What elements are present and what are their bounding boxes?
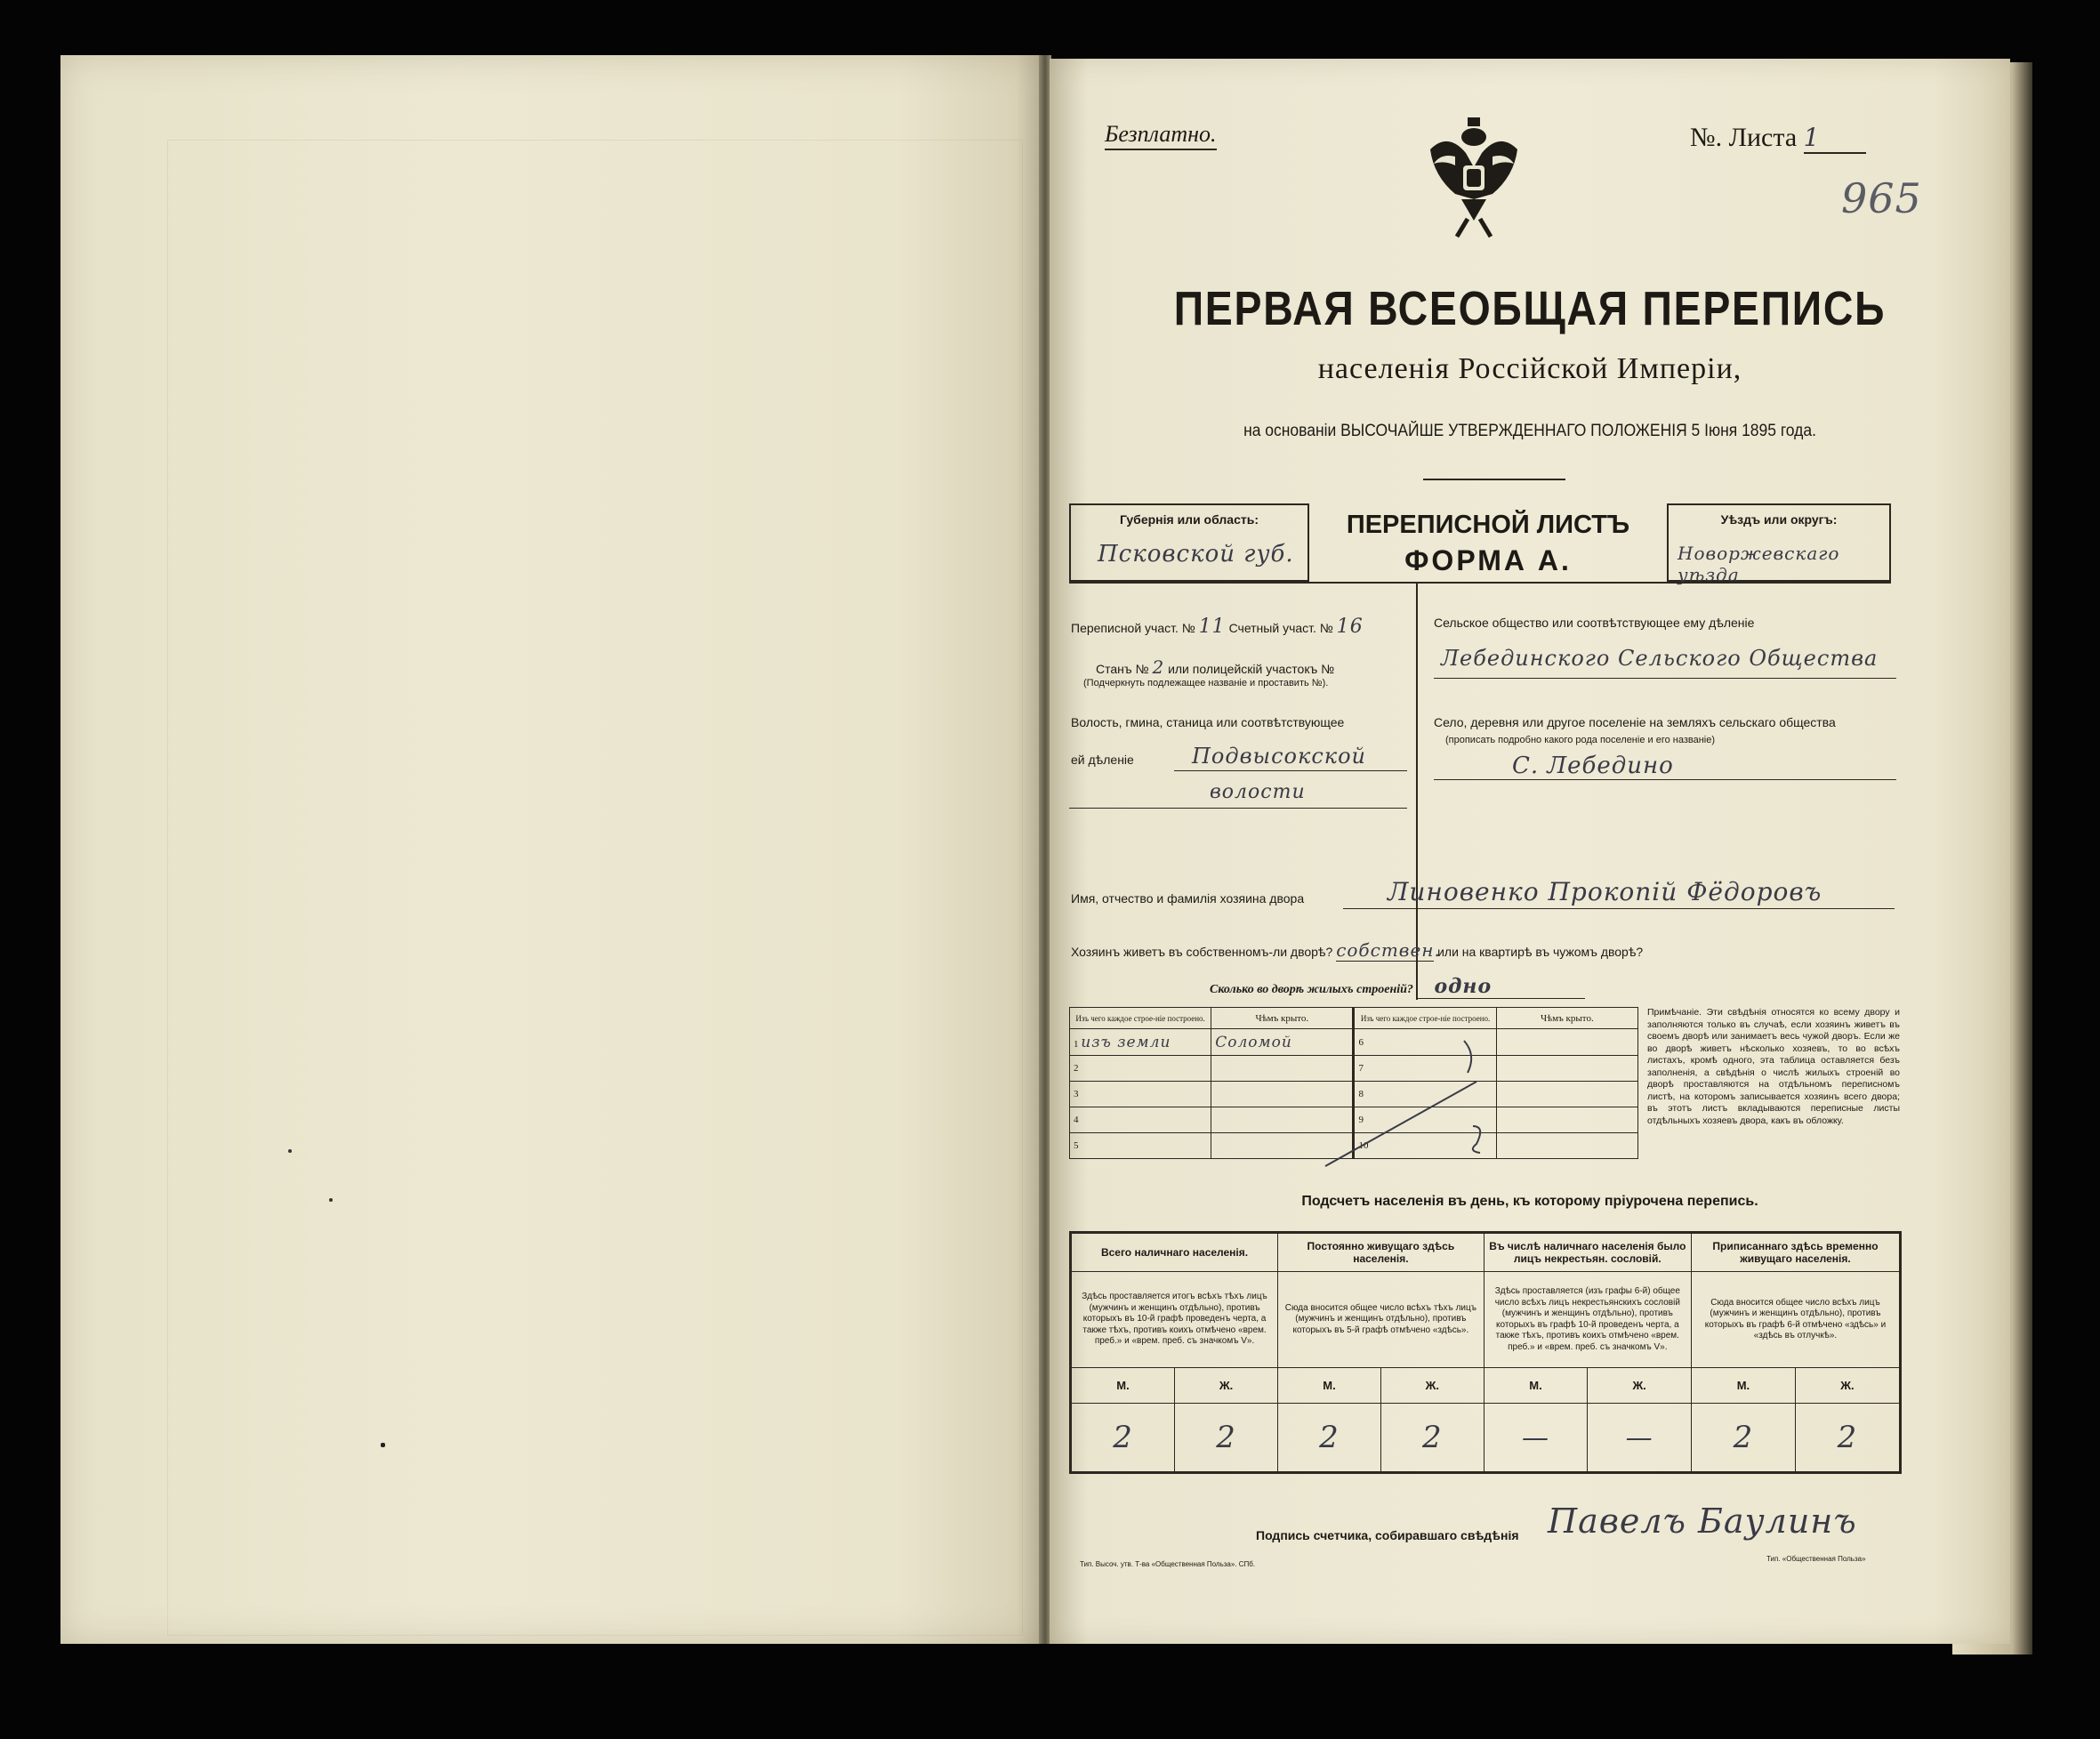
form-header-rule xyxy=(1069,582,1891,584)
form-subtitle: населенія Россійской Имперіи, xyxy=(1317,352,1742,385)
pop-f-header: Ж. xyxy=(1175,1368,1278,1404)
buildings-value: одно xyxy=(1416,975,1585,999)
printer-imprint-left: Тип. Высоч. утв. Т-ва «Общественная Польза». СПб. xyxy=(1080,1560,1256,1568)
uezd-label: Уѣздъ или округъ: xyxy=(1720,512,1838,527)
owner-label: Имя, отчество и фамилія хозяина двора xyxy=(1071,891,1305,906)
stan-suffix: или полицейскій участокъ № xyxy=(1168,662,1335,676)
signature-label: Подпись счетчика, собиравшаго свѣдѣнія xyxy=(1256,1528,1519,1542)
uezd-value: Новоржевскаго уѣзда xyxy=(1678,543,1840,585)
buildings-col-material: Изъ чего каждое строе-ніе построено. xyxy=(1070,1008,1211,1029)
stan-label: Станъ № xyxy=(1096,662,1149,676)
archive-number: 965 xyxy=(1841,174,1922,222)
stan-value: 2 xyxy=(1152,656,1165,678)
pop-permanent-m: 2 xyxy=(1278,1404,1381,1473)
pop-registered-m: 2 xyxy=(1691,1404,1795,1473)
pop-m-header: М. xyxy=(1071,1368,1175,1404)
buildings-row-2: 2 xyxy=(1070,1056,1211,1082)
society-label: Сельское общество или соотвѣтствующее ему дѣленіе xyxy=(1434,616,1755,630)
paper-speck xyxy=(288,1149,292,1153)
form-legal-basis: на основаніи ВЫСОЧАЙШЕ УТВЕРЖДЕННАГО ПОЛОЖЕНІЯ 5 Іюня 1895 года. xyxy=(1243,422,1816,440)
guberniya-value: Псковской губ. xyxy=(1098,541,1294,568)
volost-line-2 xyxy=(1069,808,1407,809)
paper-speck xyxy=(381,1443,385,1447)
pop-col-4-desc: Сюда вносится общее число всѣхъ лицъ (мужчинъ и женщинъ отдѣльно), противъ которыхъ въ графѣ 6-й отмѣчено «здѣсь» и «здѣсь въ отлучкѣ». xyxy=(1691,1272,1900,1368)
counting-district-label: Счетный участ. № xyxy=(1228,621,1333,635)
row1-material-value: изъ земли xyxy=(1081,1033,1171,1051)
imperial-eagle-emblem xyxy=(1421,114,1526,240)
form-title-line1: ПЕРЕПИСНОЙ ЛИСТЪ xyxy=(1346,511,1630,539)
pop-col-1-desc: Здѣсь проставляется итогъ всѣхъ тѣхъ лицъ (мужчинъ и женщинъ отдѣльно), противъ которыхъ въ 10-й графѣ проведенъ черта, а также тѣхъ, противъ коихъ отмѣчено «врем. преб.» и «врем. преб. съ значкомъ V». xyxy=(1071,1272,1278,1368)
buildings-row-8: 8 xyxy=(1354,1082,1496,1107)
guberniya-label: Губернія или область: xyxy=(1119,512,1259,527)
pop-nonpeasant-m: — xyxy=(1484,1404,1588,1473)
pop-present-m: 2 xyxy=(1071,1404,1175,1473)
stan-note: (Подчеркнуть подлежащее названіе и проставить №). xyxy=(1083,678,1329,688)
ornament-divider xyxy=(1423,479,1565,480)
buildings-row-4: 4 xyxy=(1070,1107,1211,1133)
free-label: Безплатно. xyxy=(1105,121,1217,150)
buildings-row-7: 7 xyxy=(1354,1056,1496,1082)
pop-m-header: М. xyxy=(1484,1368,1588,1404)
pop-col-3-desc: Здѣсь проставляется (изъ графы 6-й) общее число всѣхъ лицъ некрестьянскихъ сословій (мужчинъ и женщинъ отдѣльно), противъ которыхъ въ графѣ 10-й проведенъ черта, а также тѣхъ, противъ коихъ отмѣчено «врем. преб.» и «врем. преб. съ значкомъ V». xyxy=(1484,1272,1691,1368)
left-page-show-through xyxy=(167,140,1023,1636)
pop-m-header: М. xyxy=(1278,1368,1381,1404)
buildings-row-9: 9 xyxy=(1354,1107,1496,1133)
sheet-number-value: 1 xyxy=(1804,123,1866,154)
pop-col-2-header: Постоянно живущаго здѣсь населенія. xyxy=(1278,1233,1484,1272)
buildings-col-material-2: Изъ чего каждое строе-ніе построено. xyxy=(1354,1008,1496,1029)
census-district-row xyxy=(1071,616,1364,638)
volost-label-2: ей дѣленіе xyxy=(1071,753,1134,767)
lives-label: Хозяинъ живетъ въ собственномъ-ли дворѣ? xyxy=(1071,945,1333,959)
counting-district-value: 16 xyxy=(1336,616,1364,638)
lives-value: собствен. xyxy=(1336,939,1441,961)
stan-row xyxy=(1096,656,1334,678)
form-title-line2: ФОРМА А. xyxy=(1404,544,1572,576)
census-district-value: 11 xyxy=(1198,616,1226,638)
buildings-col-roof-2: Чѣмъ крыто. xyxy=(1496,1008,1637,1029)
strike-through-mark xyxy=(1316,1019,1610,1171)
population-table xyxy=(1069,1231,1902,1474)
sheet-number-group xyxy=(1690,123,1866,154)
owner-line xyxy=(1343,908,1895,909)
buildings-label: Сколько во дворѣ жилыхъ строеній? xyxy=(1210,983,1413,996)
census-district-label: Переписной участ. № xyxy=(1071,621,1195,635)
form-main-title: ПЕРВАЯ ВСЕОБЩАЯ ПЕРЕПИСЬ xyxy=(1173,282,1887,335)
lives-suffix: или на квартирѣ въ чужомъ дворѣ? xyxy=(1437,945,1644,959)
buildings-row-1: 1 изъ земли xyxy=(1070,1029,1211,1056)
village-line xyxy=(1434,779,1896,780)
form-column-divider xyxy=(1416,582,1418,1000)
pop-f-header: Ж. xyxy=(1588,1368,1692,1404)
village-note: (прописать подробно какого рода поселеніе и его названіе) xyxy=(1445,735,1716,745)
paper-speck xyxy=(329,1198,333,1202)
society-line xyxy=(1434,678,1896,679)
pop-col-4-header: Приписаннаго здѣсь временно живущаго населенія. xyxy=(1691,1233,1900,1272)
pop-col-3-header: Въ числѣ наличнаго населенія было лицъ некрестьян. сословій. xyxy=(1484,1233,1691,1272)
buildings-col-roof: Чѣмъ крыто. xyxy=(1211,1008,1354,1029)
uezd-box xyxy=(1667,503,1891,585)
village-label: Село, деревня или другое поселеніе на земляхъ сельскаго общества xyxy=(1434,715,1836,729)
society-value: Лебединского Сельского Общества xyxy=(1441,646,1879,671)
signature-value: Павелъ Баулинъ xyxy=(1548,1501,1857,1541)
printer-imprint-right: Тип. «Общественная Польза» xyxy=(1766,1555,1866,1563)
buildings-row xyxy=(1210,975,1585,999)
row1-roof-value: Соломой xyxy=(1211,1029,1354,1056)
owner-value: Линовенко Прокопій Фёдоровъ xyxy=(1388,877,1822,906)
buildings-row-10: 10 xyxy=(1354,1133,1496,1159)
volost-value-1: Подвысокской xyxy=(1192,744,1367,769)
population-title: Подсчетъ населенія въ день, къ которому пріурочена перепись. xyxy=(1301,1194,1758,1209)
left-blank-page xyxy=(60,55,1046,1644)
pop-registered-f: 2 xyxy=(1795,1404,1900,1473)
pop-permanent-f: 2 xyxy=(1380,1404,1484,1473)
volost-label: Волость, гмина, станица или соотвѣтствующее xyxy=(1071,715,1345,729)
pop-f-header: Ж. xyxy=(1380,1368,1484,1404)
pop-m-header: М. xyxy=(1691,1368,1795,1404)
census-form-page xyxy=(1050,59,2010,1644)
lives-row xyxy=(1071,939,1643,962)
guberniya-box xyxy=(1069,503,1309,582)
pop-f-header: Ж. xyxy=(1795,1368,1900,1404)
village-value: С. Лебедино xyxy=(1512,753,1674,779)
buildings-row-3: 3 xyxy=(1070,1082,1211,1107)
volost-value-2: волости xyxy=(1210,781,1306,803)
buildings-note: Примѣчаніе. Эти свѣдѣнія относятся ко всему двору и заполняются только въ случаѣ, если хозяинъ живетъ въ своемъ дворѣ или занимаетъ весь чужой дворъ. Если же во дворѣ живетъ нѣсколько хозяевъ, то во всѣхъ листахъ, кромѣ одного, эта таблица оставляется безъ заполненія, а свѣдѣнія о числѣ жилыхъ строеній во дворѣ проставляются на отдѣльномъ переписномъ листѣ, на которомъ записывается хозяинъ всего двора; въ этотъ листъ вкладываются переписные листы отдѣльныхъ хозяевъ двора, какъ въ обложку. xyxy=(1647,1007,1900,1126)
buildings-row-5: 5 xyxy=(1070,1133,1211,1159)
buildings-row-6: 6 xyxy=(1354,1029,1496,1056)
pop-col-1-header: Всего наличнаго населенія. xyxy=(1071,1233,1278,1272)
volost-line-1 xyxy=(1174,770,1407,771)
sheet-number-label: №. Листа xyxy=(1690,123,1798,152)
pop-col-2-desc: Сюда вносится общее число всѣхъ тѣхъ лицъ (мужчинъ и женщинъ отдѣльно), противъ которыхъ въ 5-й графѣ отмѣчено «здѣсь». xyxy=(1278,1272,1484,1368)
pop-present-f: 2 xyxy=(1175,1404,1278,1473)
pop-nonpeasant-f: — xyxy=(1588,1404,1692,1473)
